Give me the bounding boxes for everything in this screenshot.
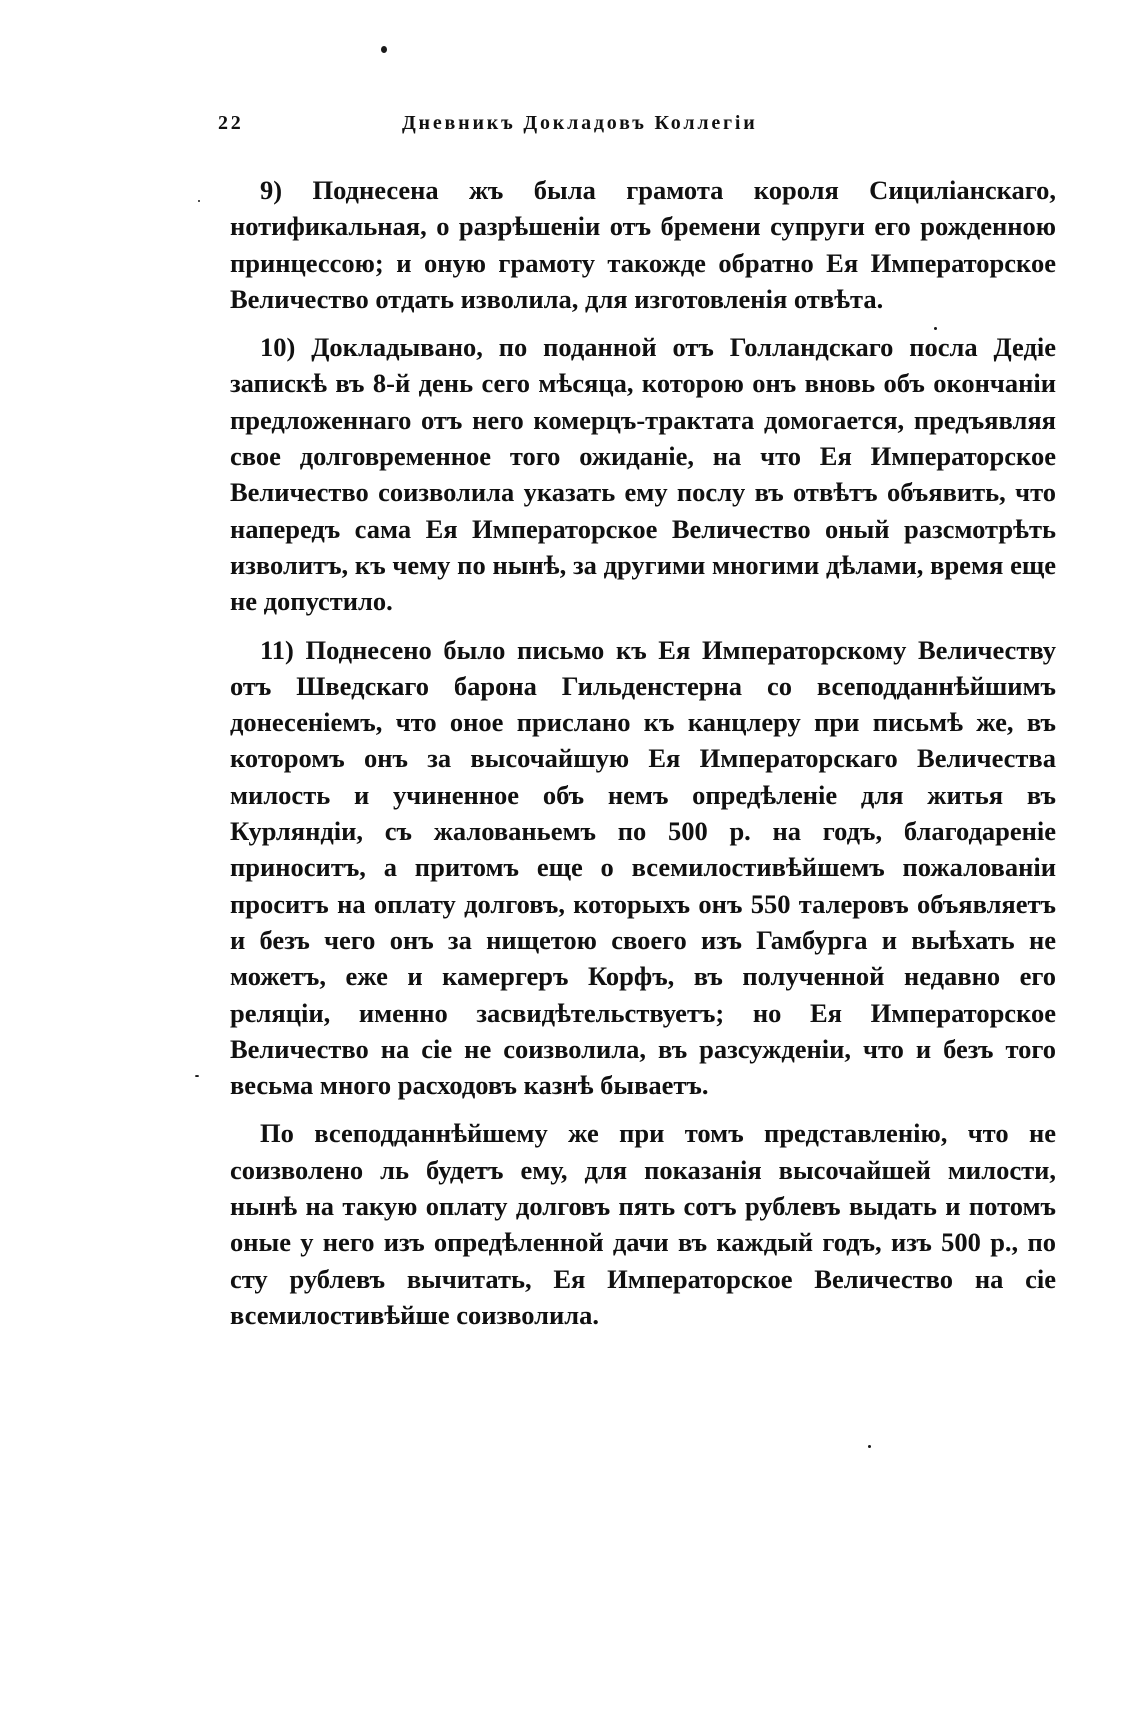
page-number: 22	[218, 112, 244, 134]
paragraph-11-continuation: По всеподданнѣйшему же при томъ представленію, что не соизволено ль будетъ ему, для показанія высочайшей милости, нынѣ на такую оплату долговъ пять сотъ рублевъ выдать и потомъ оные у него изъ опредѣленной дачи въ каждый годъ, изъ 500 р., по сту рублевъ вычитать, Ея Императорское Величество на сіе всемилостивѣйше соизволила.	[230, 1118, 1056, 1330]
ink-speck	[195, 1075, 199, 1077]
ink-speck	[198, 200, 200, 202]
paragraph-9: 9) Поднесена жъ была грамота короля Сициліанскаго, нотификальная, о разрѣшеніи отъ бремени супруги его рожденною принцессою; и оную грамоту такожде обратно Ея Императорское Величество отдать изволила, для изготовленія отвѣта.	[230, 175, 1056, 314]
ink-speck	[381, 46, 387, 53]
running-head	[218, 112, 858, 142]
paragraph-11: 11) Поднесено было письмо къ Ея Императорскому Величеству отъ Шведскаго барона Гильденстерна со всеподданнѣйшимъ донесеніемъ, что оное прислано къ канцлеру при письмѣ же, въ которомъ онъ за высочайшую Ея Императорскаго Величества милость и учиненное объ немъ опредѣленіе для житья въ Курляндіи, съ жалованьемъ по 500 р. на годъ, благодареніе приноситъ, а притомъ еще о всемилостивѣйшемъ пожалованіи проситъ на оплату долговъ, которыхъ онъ 550 талеровъ объявляетъ и безъ чего онъ за нищетою своего изъ Гамбурга и выѣхать не можетъ, еже и камергеръ Корфъ, въ полученной недавно его реляціи, именно засвидѣтельствуетъ; но Ея Императорское Величество на сіе не соизволила, въ разсужденіи, что и безъ того весьма много расходовъ казнѣ бываетъ.	[230, 634, 1056, 1101]
body-text	[230, 172, 1056, 1333]
ink-speck	[868, 1445, 871, 1448]
paragraph-10: 10) Докладывано, по поданной отъ Голландскаго посла Дедіе запискѣ въ 8-й день сего мѣсяца, которою онъ вновь объ окончаніи предложеннаго отъ него комерцъ-трактата домогается, предъявляя свое долговременное того ожиданіе, на что Ея Императорское Величество соизволила указать ему послу въ отвѣтъ объявить, что напередъ сама Ея Императорское Величество оный разсмотрѣть изволитъ, къ чему по нынѣ, за другими многими дѣлами, время еще не допустило.	[230, 332, 1056, 617]
running-head-title: Дневникъ Докладовъ Коллегіи	[402, 112, 758, 134]
